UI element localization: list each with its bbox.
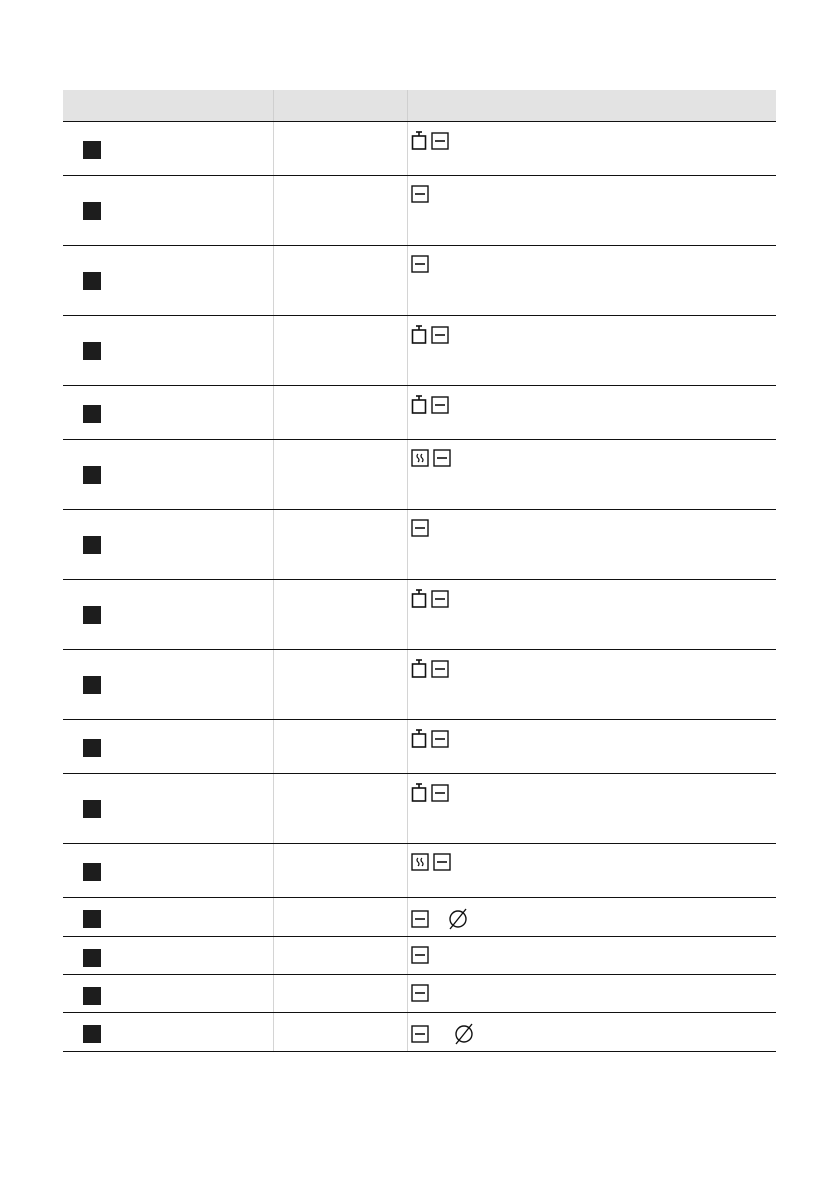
header-divider [407,90,408,121]
table-row [63,898,776,937]
table-row [63,650,776,720]
column-divider [273,1013,274,1051]
table-row [63,246,776,316]
table-row [63,122,776,176]
timer-icon [411,325,427,344]
minus-box-icon [411,910,429,928]
symbol-group [411,984,429,1002]
column-divider [407,937,408,974]
row-marker [83,536,101,554]
table-row [63,720,776,774]
minus-box-icon [411,1025,429,1043]
minus-box-icon [431,396,449,414]
symbol-group [411,1022,477,1046]
minus-box-icon [431,326,449,344]
symbol-group [411,946,429,964]
heat-icon [411,449,429,467]
column-divider [273,975,274,1012]
table-row [63,975,776,1013]
column-divider [407,720,408,773]
column-divider [407,580,408,649]
column-divider [407,176,408,245]
column-divider [273,440,274,509]
symbol-group [411,783,449,802]
minus-box-icon [411,185,429,203]
symbol-group [411,589,449,608]
column-divider [407,774,408,843]
column-divider [407,898,408,936]
column-divider [273,122,274,175]
heat-icon [411,853,429,871]
timer-icon [411,729,427,748]
column-divider [407,316,408,385]
timer-icon [411,659,427,678]
row-marker [83,1025,101,1043]
row-marker [83,141,101,159]
table-row [63,844,776,898]
symbol-group [411,853,451,871]
column-divider [407,1013,408,1051]
header-divider [273,90,274,121]
table-row [63,176,776,246]
row-marker [83,739,101,757]
column-divider [407,844,408,897]
minus-box-icon [431,660,449,678]
minus-box-icon [433,449,451,467]
row-marker [83,606,101,624]
row-marker [83,202,101,220]
timer-icon [411,589,427,608]
row-marker [83,405,101,423]
table-row [63,1013,776,1052]
column-divider [273,720,274,773]
row-marker [83,987,101,1005]
table-header [63,90,776,122]
minus-box-icon [411,946,429,964]
column-divider [407,246,408,315]
column-divider [273,510,274,579]
minus-box-icon [431,784,449,802]
timer-icon [411,395,427,414]
minus-box-icon [411,255,429,273]
column-divider [407,386,408,439]
empty-set-icon [445,907,471,931]
minus-box-icon [431,132,449,150]
table-body [63,122,776,1052]
column-divider [407,975,408,1012]
minus-box-icon [411,519,429,537]
column-divider [407,510,408,579]
column-divider [273,246,274,315]
column-divider [273,774,274,843]
symbol-group [411,907,471,931]
column-divider [273,316,274,385]
symbol-group [411,185,429,203]
symbol-group [411,659,449,678]
symbol-group [411,449,451,467]
column-divider [273,937,274,974]
row-marker [83,466,101,484]
timer-icon [411,131,427,150]
column-divider [273,580,274,649]
table-row [63,386,776,440]
table-row [63,580,776,650]
row-marker [83,910,101,928]
symbol-group [411,729,449,748]
table-row [63,510,776,580]
symbol-group [411,255,429,273]
symbol-group [411,395,449,414]
table-row [63,937,776,975]
column-divider [273,650,274,719]
column-divider [273,898,274,936]
symbol-group [411,325,449,344]
column-divider [273,844,274,897]
symbol-group [411,519,429,537]
table-row [63,316,776,386]
settings-table [63,90,776,1052]
column-divider [407,650,408,719]
row-marker [83,800,101,818]
column-divider [407,440,408,509]
table-row [63,440,776,510]
minus-box-icon [411,984,429,1002]
minus-box-icon [431,590,449,608]
timer-icon [411,783,427,802]
row-marker [83,342,101,360]
column-divider [407,122,408,175]
minus-box-icon [433,853,451,871]
column-divider [273,386,274,439]
table-row [63,774,776,844]
minus-box-icon [431,730,449,748]
empty-set-icon [451,1022,477,1046]
row-marker [83,863,101,881]
row-marker [83,272,101,290]
row-marker [83,949,101,967]
row-marker [83,676,101,694]
symbol-group [411,131,449,150]
column-divider [273,176,274,245]
